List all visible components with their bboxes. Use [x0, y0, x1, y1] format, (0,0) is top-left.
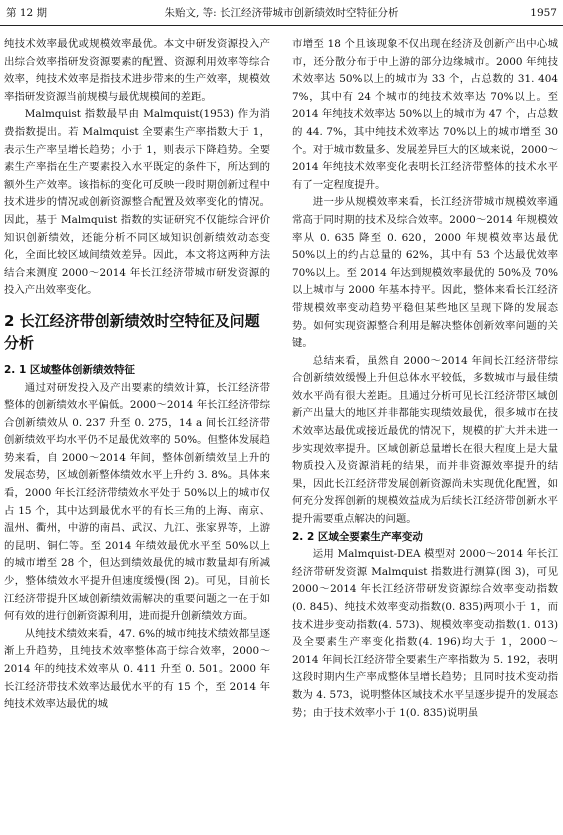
running-header	[0, 0, 563, 26]
paragraph: 通过对研发投入及产出要素的绩效计算，长江经济带整体的创新绩效水平偏低。2000～2014 年长江经济带综合创新绩效从 0. 237 升至 0. 275，14 a 间长江经济带创新绩效平均水平仍不足最优效率的 50%。但整体发展趋势来看，自 2000～2014 年间，整体创新绩效呈上升的发展态势，区域创新整体绩效水平上升约 3. 8%。具体来看，2000 年长江经济带绩效水平处于 50%以上的城市仅占 15 个，其中达到最优水平的有长三角的上海、南京、温州、衢州，中游的南昌、武汉、九江、张家界等，上游的昆明、铜仁等。至 2014 年绩效最优水平至 50%以上的城市增至 28 个，但达到绩效最优的城市数量却有所减少，整体绩效水平提升但速度缓慢(图 2)。可见，目前长江经济带提升区域创新绩效需解决的重要问题之一在于如何有效的进行创新资源利用，进而提升创新绩效方面。	[4, 381, 270, 623]
issue-number: 第 12 期	[6, 7, 48, 19]
paragraph: 进一步从规模效率来看，长江经济带城市规模效率通常高于同时期的技术及综合效率。2000～2014 年规模效率从 0. 635 降至 0. 620，2000 年规模效率达最优 50%以上的约占总量的 62%，其中有 53 个达最优效率 70%以上。至 2014 年达到规模效率最优的 50%及 70%以上城市与 2000 年基本持平。因此，整体来看长江经济带规模效率变动趋势平稳但某些地区呈现下降的发展态势。如何实现资源整合利用是解决整体创新效率问题的关键。	[292, 196, 558, 350]
paragraph: Malmquist 指数最早由 Malmquist(1953) 作为消费指数提出。若 Malmquist 全要素生产率指数大于 1，表示生产率呈增长趋势；小于 1，则表示下降趋势。全要素生产率指在生产要素投入水平既定的条件下，所达到的额外生产效率。该指标的变化可反映一段时期创新过程中技术进步的情况或创新资源整合配置及效率变化的情况。因此，基于 Malmquist 指数的实证研究不仅能综合评价知识创新绩效，还能分析不同区域知识创新绩效动态变化，全面比较区域间绩效差异。因此，本文将这两种方法结合来测度 2000～2014 年长江经济带城市研发资源的投入产出效率变化。	[4, 108, 270, 297]
paragraph: 从纯技术绩效来看，47. 6%的城市纯技术绩效都呈逐渐上升趋势，且纯技术效率整体高于综合效率，2000～2014 年的纯技术效率从 0. 411 升至 0. 501。2000 年长江经济带技术效率达最优水平的有 15 个，至 2014 年纯技术效率达最优的城	[4, 627, 270, 711]
paragraph: 纯技术效率最优或规模效率最优。本文中研发资源投入产出综合效率指研发资源要素的配置、资源利用效率等综合效率，纯技术效率是指技术进步带来的生产效率，规模效率指研发资源当前规模与最优规模间的差距。	[4, 38, 270, 103]
paragraph: 市增至 18 个且该现象不仅出现在经济及创新产出中心城市，还分散分布于中上游的部分边缘城市。2000 年纯技术效率达 50%以上的城市为 33 个，占总数的 31. 404 7%，其中有 24 个城市的纯技术效率达 70%以上。至 2014 年纯技术效率达 50%以上的城市为 47 个，占总数的 44. 7%，其中纯技术效率达 70%以上的城市增至 30 个。对于城市数量多、发展差异巨大的区域来说，2000～2014 年纯技术效率变化表明长江经济带整体的技术水平有了一定程度提升。	[292, 38, 558, 191]
running-title: 朱贻文, 等: 长江经济带城市创新绩效时空特征分析	[164, 7, 399, 19]
paragraph: 总结来看，虽然自 2000～2014 年间长江经济带综合创新绩效缓慢上升但总体水平较低，多数城市与最佳绩效水平尚有很大差距。且通过分析可见长江经济带区域创新产出量大的地区并非都能实现绩效最优，很多城市在技术效率达最优或接近最优的情况下，规模的扩大并未进一步实现效率提升。区域创新总量增长在很大程度上是大量物质投入及资源消耗的结果，而并非资源效率提升的结果，因此长江经济带发展创新资源尚未实现优化配置，如何充分发挥创新的规模效益成为后续长江经济带创新水平提升需要重点解决的问题。	[292, 354, 558, 526]
paragraph: 运用 Malmquist-DEA 模型对 2000～2014 年长江经济带研发资源 Malmquist 指数进行测算(图 3)，可见 2000～2014 年长江经济带研发资源综合效率变动指数(0. 845)、纯技术效率变动指数(0. 835)两项小于 1，而技术进步变动指数(4. 573)、规模效率变动指数(1. 013)及全要素生产率变化指数(4. 196)均大于 1，2000～2014 年间长江经济带全要素生产率指数为 5. 192，表明这段时期内生产率成整体呈增长趋势；且同时技术变动指数为 4. 573，说明整体区域技术水平呈逐步提升的发展态势；由于技术效率小于 1(0. 835)说明虽	[292, 548, 558, 719]
page-number: 1957	[530, 7, 557, 19]
subsection-heading: 2. 1 区域整体创新绩效特征	[4, 363, 135, 376]
section-heading: 2 长江经济带创新绩效时空特征及问题分析	[4, 311, 260, 352]
right-column	[292, 36, 558, 826]
left-column	[4, 36, 270, 826]
subsection-heading: 2. 2 区域全要素生产率变动	[292, 530, 423, 543]
